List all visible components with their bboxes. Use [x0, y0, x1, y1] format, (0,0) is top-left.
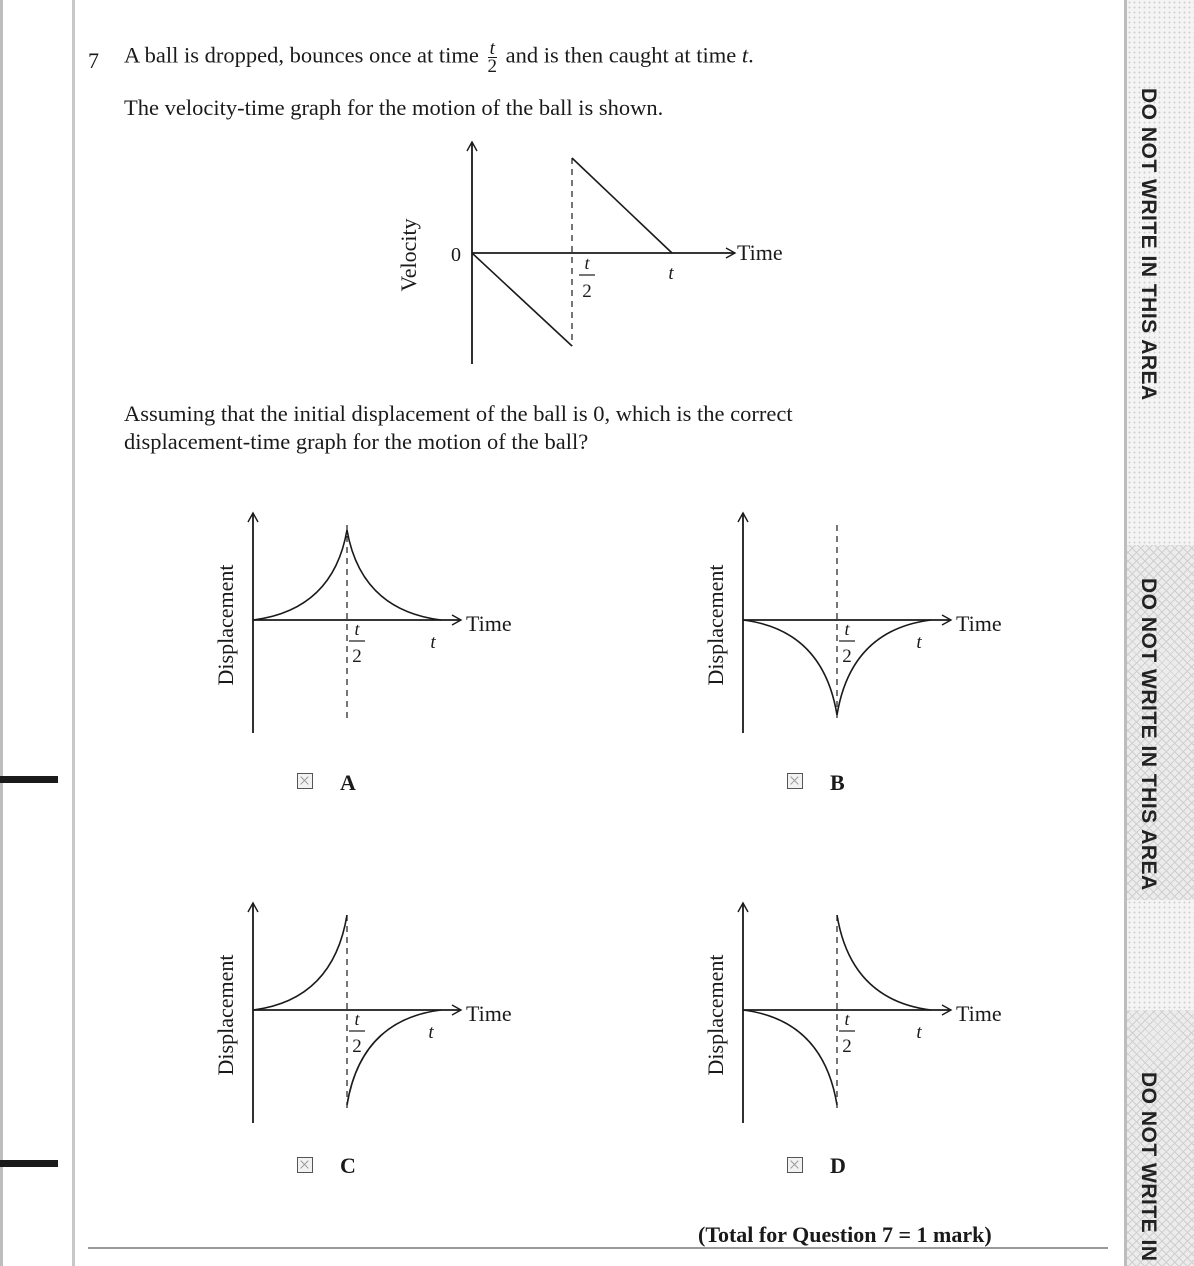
a-half-den: 2: [352, 646, 362, 667]
option-a-letter: A: [340, 770, 356, 795]
vt-xlabel: Time: [737, 240, 783, 265]
margin-warning-3: DO NOT WRITE IN: [1137, 1072, 1160, 1262]
vt-origin: 0: [451, 244, 461, 266]
question-total: (Total for Question 7 = 1 mark): [698, 1222, 992, 1247]
b-xlabel: Time: [956, 611, 1002, 636]
d-half-den: 2: [842, 1036, 852, 1057]
d-end: t: [916, 1022, 922, 1043]
option-c-checkbox[interactable]: [297, 1157, 313, 1173]
intro-after: and is then caught at time: [505, 42, 737, 68]
b-half-num: t: [844, 619, 850, 639]
vt-line-fall: [472, 253, 572, 346]
vt-half-den: 2: [582, 281, 592, 302]
option-a-graph: [205, 505, 535, 740]
frac-num: t: [488, 40, 498, 58]
intro-before: A ball is dropped, bounces once at time: [124, 42, 479, 68]
c-half-den: 2: [352, 1036, 362, 1057]
velocity-time-graph: [390, 130, 810, 380]
intro-t: t: [741, 42, 749, 68]
option-c-graph: [205, 895, 535, 1130]
d-curve-right: [837, 915, 931, 1010]
option-d-letter: D: [830, 1153, 846, 1178]
d-half-num: t: [844, 1009, 850, 1029]
a-half-num: t: [354, 619, 360, 639]
left-margin: [0, 0, 75, 1266]
fraction-half: [488, 40, 498, 75]
d-curve-left: [743, 1010, 837, 1105]
vt-end: t: [668, 263, 674, 284]
prompt-line1: Assuming that the initial displacement of the ball is 0, which is the correct: [124, 401, 793, 426]
option-b-checkbox[interactable]: [787, 773, 803, 789]
question-line2: The velocity-time graph for the motion of the ball is shown.: [124, 95, 664, 120]
bottom-rule: [88, 1247, 1108, 1249]
b-end: t: [916, 632, 922, 653]
b-curve: [743, 620, 931, 715]
vt-line-rise: [572, 158, 672, 253]
left-margin-edge: [0, 0, 3, 1266]
c-curve-left: [253, 915, 347, 1010]
a-xlabel: Time: [466, 611, 512, 636]
option-b-letter: B: [830, 770, 845, 795]
option-c-letter: C: [340, 1153, 356, 1178]
vt-ylabel: Velocity: [396, 218, 422, 292]
d-ylabel: Displacement: [703, 954, 729, 1076]
margin-warning-1: DO NOT WRITE IN THIS AREA: [1137, 88, 1160, 401]
c-xlabel: Time: [466, 1001, 512, 1026]
option-d-graph: [695, 895, 1025, 1130]
prompt-line2: displacement-time graph for the motion of the ball?: [124, 429, 589, 454]
question-intro: [124, 40, 754, 75]
c-curve-right: [347, 1010, 441, 1105]
question-number: 7: [88, 48, 99, 73]
option-a-checkbox[interactable]: [297, 773, 313, 789]
c-end: t: [428, 1022, 434, 1043]
a-end: t: [430, 632, 436, 653]
frac-den: 2: [487, 56, 498, 77]
a-ylabel: Displacement: [213, 564, 239, 686]
intro-end: .: [748, 42, 754, 68]
b-half-den: 2: [842, 646, 852, 667]
b-ylabel: Displacement: [703, 564, 729, 686]
margin-tick-mark: [0, 776, 58, 783]
option-d-checkbox[interactable]: [787, 1157, 803, 1173]
c-ylabel: Displacement: [213, 954, 239, 1076]
c-half-num: t: [354, 1009, 360, 1029]
vt-half-num: t: [584, 253, 590, 273]
option-b-graph: [695, 505, 1025, 740]
d-xlabel: Time: [956, 1001, 1002, 1026]
margin-warning-2: DO NOT WRITE IN THIS AREA: [1137, 578, 1160, 891]
margin-tick-mark: [0, 1160, 58, 1167]
